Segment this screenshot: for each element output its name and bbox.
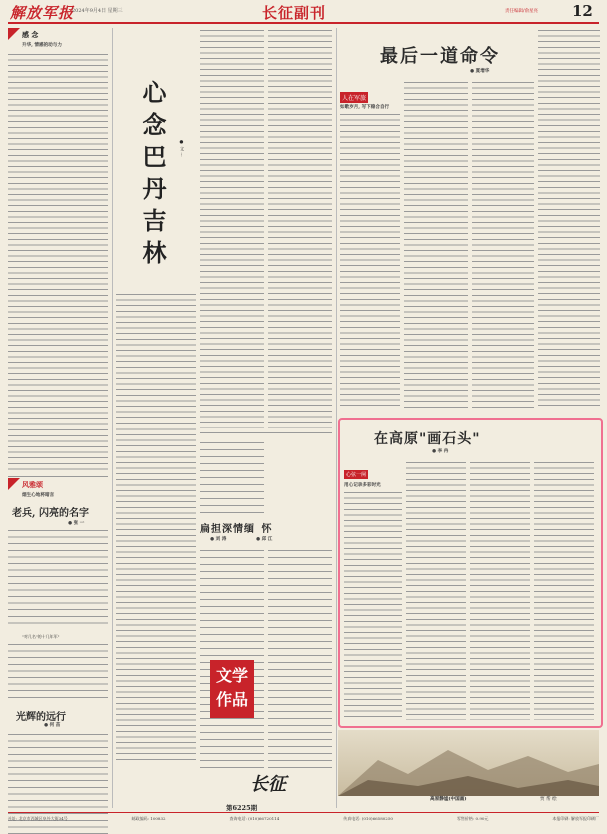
stamp-line: 作品 — [215, 690, 248, 709]
article-author: ● 李 冉 — [432, 449, 449, 454]
painting-caption: 高原静谧(中国画) — [430, 797, 467, 802]
poem-quote: "对几名"的十几年军" — [22, 634, 60, 639]
article-title: 在高原"画石头" — [374, 431, 481, 447]
divider — [8, 476, 108, 477]
article-body — [116, 292, 196, 762]
article-body — [340, 112, 400, 408]
article-body — [200, 28, 264, 428]
page-header — [0, 0, 607, 22]
page-number: 12 — [572, 2, 593, 20]
corner-flag-icon — [8, 28, 20, 40]
column-subheading: 升华, 情感的动与力 — [22, 43, 62, 48]
painting-credit: 贾 帮 绘 — [540, 797, 557, 802]
article-author: ● 文 ... — [179, 140, 184, 157]
footer-info — [8, 816, 599, 826]
column-heading: 感 念 — [22, 30, 39, 39]
section-title: 长征副刊 — [262, 4, 327, 22]
section-badge: 人在军旅 — [340, 92, 368, 103]
poem-body — [268, 548, 332, 768]
poem-title: 扁担深情 — [200, 524, 244, 535]
article-body — [534, 460, 594, 720]
article-body — [538, 28, 600, 410]
footer-rule — [8, 812, 599, 813]
section-subheading: 用心记录多彩时光 — [344, 483, 381, 488]
mountain-landscape-icon — [338, 730, 599, 796]
article-title: 心念巴丹吉林 — [138, 80, 167, 272]
column-divider — [112, 28, 113, 808]
article-body — [470, 460, 530, 720]
poem-title: 老兵, 闪亮的名字 — [12, 508, 89, 519]
column-heading: 风雅颂 — [22, 480, 43, 489]
column-divider — [336, 28, 337, 808]
poem-author: ● 邱 江 — [256, 537, 273, 542]
article-body — [404, 80, 468, 410]
poem-author: ● 刘 涛 — [210, 537, 227, 542]
poem-body — [8, 528, 108, 628]
corner-flag-icon — [8, 478, 20, 490]
poem-body — [200, 440, 264, 514]
signature-logo: 长征 — [250, 774, 286, 795]
issue-number: 第6225期 — [226, 804, 258, 812]
poem-body — [8, 642, 108, 700]
literature-stamp — [210, 660, 254, 718]
article-body — [472, 80, 534, 410]
article-body — [8, 52, 108, 472]
poem-author: ● 何 苗 — [44, 723, 61, 728]
footer-postcode: 邮政编码: 100832 — [131, 816, 166, 821]
column-subheading: 烟生心地将暗言 — [22, 493, 55, 498]
newspaper-logo: 解放军报 — [10, 4, 75, 22]
footer-printer: 本报印刷: 解放军报印刷厂 — [552, 816, 599, 821]
section-subheading: 如歌岁月, 写下稳合自行 — [340, 105, 390, 110]
poem-body — [200, 548, 264, 768]
poem-author: ● 张 一 — [68, 521, 85, 526]
footer-fax: 传真电话: (010)66580250 — [343, 816, 393, 821]
issue-date: 2024年9月4日 星期三 — [72, 8, 123, 14]
highlighted-article — [338, 418, 603, 728]
editor-credit: 责任编辑/俞星亮 — [505, 9, 539, 14]
article-body — [406, 460, 466, 720]
stamp-line: 文学 — [215, 666, 248, 685]
footer-address: 社址: 北京市西城区阜外大街34号 — [8, 816, 68, 821]
footer-price: 零售价格: 0.90元 — [456, 816, 489, 821]
left-column — [8, 28, 108, 788]
article-author: ● 夏增华 — [470, 69, 490, 74]
footer-phone: 查询电话: (010)66720114 — [229, 816, 280, 821]
poem-title: 光辉的远行 — [16, 712, 66, 723]
divider — [200, 432, 332, 433]
illustration-painting — [338, 730, 599, 796]
article-title: 最后一道命令 — [380, 46, 500, 67]
section-badge: 心弦一阕 — [346, 472, 367, 478]
poem-title: 缅 怀 — [244, 524, 274, 535]
article-body — [268, 28, 332, 428]
header-rule — [8, 22, 599, 24]
article-body — [344, 490, 402, 720]
